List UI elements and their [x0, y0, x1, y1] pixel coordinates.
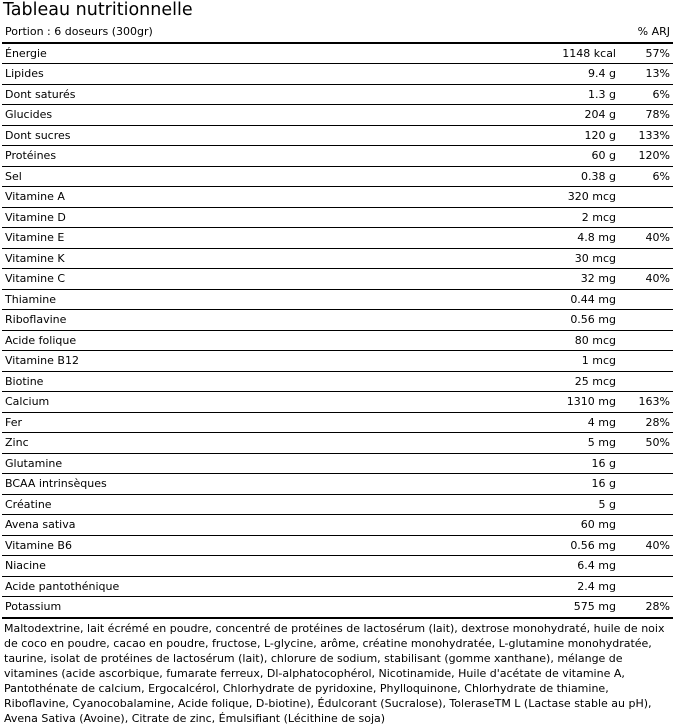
nutrient-value: 30 mcg	[487, 248, 619, 269]
nutrient-value: 0.38 g	[487, 166, 619, 187]
table-row	[2, 494, 673, 515]
nutrient-value: 0.44 mg	[487, 289, 619, 310]
table-row	[2, 310, 673, 331]
nutrient-name: Vitamine A	[2, 187, 487, 208]
nutrient-name: Thiamine	[2, 289, 487, 310]
nutrient-name: Vitamine B12	[2, 351, 487, 372]
nutrient-arj-percent: 120%	[619, 146, 673, 167]
nutrient-value: 204 g	[487, 105, 619, 126]
nutrition-table-body	[2, 43, 673, 618]
nutrient-value: 1310 mg	[487, 392, 619, 413]
nutrient-value: 2.4 mg	[487, 576, 619, 597]
nutrient-name: Riboflavine	[2, 310, 487, 331]
nutrient-value: 16 g	[487, 453, 619, 474]
table-row	[2, 228, 673, 249]
table-row	[2, 187, 673, 208]
table-header-row	[2, 22, 673, 43]
nutrient-name: Niacine	[2, 556, 487, 577]
table-row	[2, 146, 673, 167]
nutrient-name: Énergie	[2, 43, 487, 64]
ingredients-text: Maltodextrine, lait écrémé en poudre, concentré de protéines de lactosérum (lait), dextrose monohydraté, huile de noix de coco en poudre, cacao en poudre, fructose, L-glycine, arôme, créatine monohydratée, L-glutamine monohydratée, taurine, isolat de protéines de lactosérum (lait), chlorure de sodium, stabilisant (gomme xanthane), mélange de vitamines (acide ascorbique, fumarate ferreux, Dl-alphatocophérol, Nicotinamide, Huile d'acétate de vitamine A, Pantothénate de calcium, Ergocalcérol, Chlorhydrate de pyridoxine, Phylloquinone, Chlorhydrate de thiamine, Riboflavine, Cyanocobalamine, Acide folique, D-biotine), Édulcorant (Sucralose), ToleraseTM L (Lactase stable au pH), Avena Sativa (Avoine), Citrate de zinc, Émulsifiant (Lécithine de soja)	[4, 621, 665, 725]
nutrient-value: 575 mg	[487, 597, 619, 618]
table-row	[2, 166, 673, 187]
nutrient-value: 6.4 mg	[487, 556, 619, 577]
nutrient-value: 4 mg	[487, 412, 619, 433]
nutrient-name: Vitamine B6	[2, 535, 487, 556]
table-row	[2, 433, 673, 454]
table-row	[2, 474, 673, 495]
nutrient-arj-percent: 133%	[619, 125, 673, 146]
nutrient-arj-percent	[619, 310, 673, 331]
nutrient-name: Zinc	[2, 433, 487, 454]
table-row	[2, 269, 673, 290]
nutrition-table	[2, 22, 673, 619]
table-row	[2, 105, 673, 126]
nutrient-value: 60 g	[487, 146, 619, 167]
nutrient-value: 120 g	[487, 125, 619, 146]
nutrient-arj-percent	[619, 556, 673, 577]
table-row	[2, 64, 673, 85]
table-row	[2, 351, 673, 372]
arj-header: % ARJ	[619, 22, 673, 43]
table-row	[2, 515, 673, 536]
nutrient-name: Acide pantothénique	[2, 576, 487, 597]
nutrient-value: 0.56 mg	[487, 535, 619, 556]
nutrient-value: 80 mcg	[487, 330, 619, 351]
nutrient-arj-percent: 40%	[619, 228, 673, 249]
nutrient-arj-percent	[619, 248, 673, 269]
nutrient-name: Biotine	[2, 371, 487, 392]
nutrient-name: Vitamine D	[2, 207, 487, 228]
table-row	[2, 330, 673, 351]
nutrient-arj-percent: 57%	[619, 43, 673, 64]
nutrient-name: BCAA intrinsèques	[2, 474, 487, 495]
header-value-cell	[487, 22, 619, 43]
nutrient-name: Lipides	[2, 64, 487, 85]
table-row	[2, 412, 673, 433]
table-row	[2, 556, 673, 577]
nutrient-name: Protéines	[2, 146, 487, 167]
nutrient-name: Dont sucres	[2, 125, 487, 146]
nutrient-name: Fer	[2, 412, 487, 433]
portion-label: Portion : 6 doseurs (300gr)	[2, 22, 487, 43]
nutrient-value: 2 mcg	[487, 207, 619, 228]
table-row	[2, 576, 673, 597]
nutrient-arj-percent	[619, 474, 673, 495]
nutrient-arj-percent	[619, 371, 673, 392]
table-row	[2, 248, 673, 269]
table-row	[2, 597, 673, 618]
nutrient-arj-percent	[619, 576, 673, 597]
nutrient-arj-percent	[619, 515, 673, 536]
nutrient-value: 1.3 g	[487, 84, 619, 105]
nutrient-value: 9.4 g	[487, 64, 619, 85]
nutrient-value: 16 g	[487, 474, 619, 495]
table-row	[2, 289, 673, 310]
nutrient-value: 1148 kcal	[487, 43, 619, 64]
nutrient-name: Dont saturés	[2, 84, 487, 105]
nutrient-value: 4.8 mg	[487, 228, 619, 249]
table-row	[2, 535, 673, 556]
nutrient-value: 32 mg	[487, 269, 619, 290]
nutrient-arj-percent: 28%	[619, 597, 673, 618]
table-row	[2, 453, 673, 474]
nutrient-arj-percent	[619, 351, 673, 372]
nutrient-name: Glucides	[2, 105, 487, 126]
nutrient-value: 320 mcg	[487, 187, 619, 208]
nutrient-arj-percent	[619, 453, 673, 474]
nutrient-name: Vitamine E	[2, 228, 487, 249]
nutrient-arj-percent	[619, 289, 673, 310]
nutrient-name: Calcium	[2, 392, 487, 413]
nutrient-name: Acide folique	[2, 330, 487, 351]
nutrient-value: 0.56 mg	[487, 310, 619, 331]
page-title: Tableau nutritionnelle	[3, 0, 193, 20]
nutrient-name: Avena sativa	[2, 515, 487, 536]
nutrient-arj-percent: 6%	[619, 84, 673, 105]
nutrient-value: 5 g	[487, 494, 619, 515]
nutrient-value: 1 mcg	[487, 351, 619, 372]
nutrient-name: Potassium	[2, 597, 487, 618]
table-row	[2, 392, 673, 413]
nutrient-name: Créatine	[2, 494, 487, 515]
nutrient-arj-percent: 28%	[619, 412, 673, 433]
nutrient-arj-percent	[619, 187, 673, 208]
table-row	[2, 371, 673, 392]
table-row	[2, 125, 673, 146]
nutrient-arj-percent	[619, 494, 673, 515]
nutrient-value: 25 mcg	[487, 371, 619, 392]
nutrient-arj-percent	[619, 207, 673, 228]
nutrient-arj-percent: 13%	[619, 64, 673, 85]
nutrient-arj-percent: 78%	[619, 105, 673, 126]
nutrient-arj-percent: 40%	[619, 269, 673, 290]
nutrient-arj-percent: 40%	[619, 535, 673, 556]
nutrient-arj-percent: 50%	[619, 433, 673, 454]
table-row	[2, 43, 673, 64]
table-row	[2, 84, 673, 105]
nutrient-arj-percent	[619, 330, 673, 351]
nutrient-value: 60 mg	[487, 515, 619, 536]
nutrient-value: 5 mg	[487, 433, 619, 454]
table-row	[2, 207, 673, 228]
nutrient-arj-percent: 163%	[619, 392, 673, 413]
nutrient-arj-percent: 6%	[619, 166, 673, 187]
nutrient-name: Vitamine C	[2, 269, 487, 290]
nutrient-name: Vitamine K	[2, 248, 487, 269]
nutrient-name: Sel	[2, 166, 487, 187]
nutrient-name: Glutamine	[2, 453, 487, 474]
